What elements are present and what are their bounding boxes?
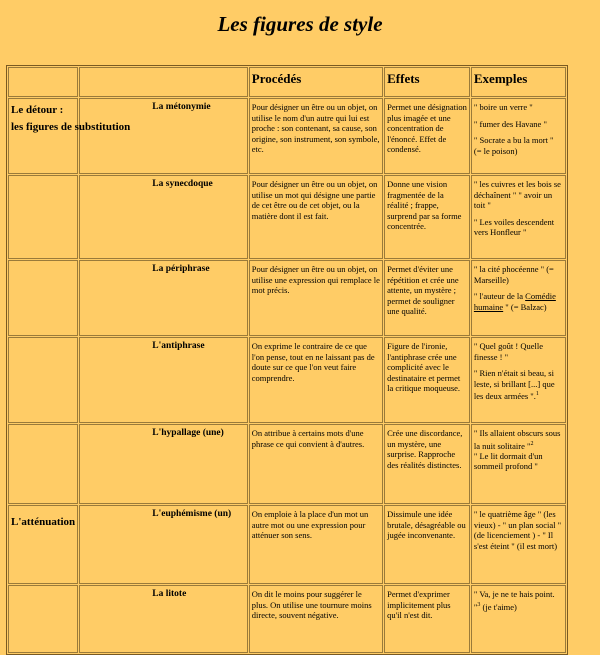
exemples-cell: [471, 260, 566, 336]
example: " la cité phocéenne " (= Marseille): [473, 264, 554, 285]
example: " Les voiles descendent vers Honfleur ": [473, 216, 555, 237]
header-empty-1: [8, 67, 78, 97]
example: " boire un verre ": [473, 102, 533, 112]
figure-name: La litote: [79, 585, 247, 653]
header-row: [8, 67, 566, 97]
category-empty: [8, 585, 78, 653]
table-row: [8, 505, 566, 584]
procede-cell: On exprime le contraire de ce que l'on pense, tout en ne laissant pas de doute sur ce que l'on veut faire comprendre.: [249, 337, 383, 423]
footnote-ref[interactable]: 1: [535, 391, 539, 397]
example-text: " Ils allaient obscurs sous la nuit solitaire ": [473, 428, 561, 451]
header-empty-2: [79, 67, 247, 97]
category-empty: [8, 337, 78, 423]
category-attenuation: L'atténuation: [8, 505, 78, 584]
table-row: [8, 175, 566, 259]
category-detour-line1: Le détour :: [11, 104, 64, 116]
procede-cell: On emploie à la place d'un mot un autre mot ou une expression pour atténuer son sens.: [249, 505, 383, 584]
exemples-cell: [471, 505, 566, 584]
effet-cell: Donne une vision fragmentée de la réalité ; frappe, surprend par sa forme concentrée.: [384, 175, 470, 259]
example: [474, 291, 563, 312]
figure-name: La périphrase: [79, 260, 247, 336]
header-procedes: Procédés: [249, 67, 383, 97]
procede-cell: Pour désigner un être ou un objet, on utilise le nom d'un autre qui lui est proche : son contenant, sa cause, son origine, son instrument, son symbole, etc.: [249, 98, 383, 174]
example: [474, 368, 563, 401]
example: " le quatrième âge " (les vieux) - " un plan social " (de licenciement ) - " Il s'est éteint " (il est mort): [473, 509, 562, 551]
category-empty: [8, 424, 78, 504]
category-detour: [8, 98, 131, 174]
example-text: " Rien n'était si beau, si leste, si brillant [...] que les deux armées ".: [473, 368, 555, 401]
exemples-cell: [471, 585, 566, 653]
example: [474, 589, 563, 612]
page-title: Les figures de style: [217, 12, 383, 36]
exemples-cell: [471, 98, 566, 174]
footnote-ref[interactable]: 3: [477, 601, 481, 608]
procede-cell: Pour désigner un être ou un objet, on utilise une expression qui remplace le mot précis.: [249, 260, 383, 336]
procede-cell: On attribue à certains mots d'une phrase ce qui convient à d'autres.: [249, 424, 383, 504]
example: " Le lit dormait d'un sommeil profond ": [473, 450, 543, 472]
effet-cell: Crée une discordance, un mystère, une surprise. Rapproche des réalités distinctes.: [384, 424, 470, 504]
procede-cell: Pour désigner un être ou un objet, on utilise un mot qui désigne une partie de cet être ou de cet objet, ou la matière dont il est fait.: [249, 175, 383, 259]
example-text: " Va, je ne te hais point. ": [473, 589, 555, 612]
example-part: " (= Balzac): [503, 301, 547, 312]
figure-name: L'antiphrase: [79, 337, 247, 423]
exemples-cell: [471, 337, 566, 423]
table-row: [8, 260, 566, 336]
example: [474, 428, 563, 451]
example: " fumer des Havane ": [473, 118, 547, 129]
table-row: [8, 98, 566, 174]
figure-name: L'euphémisme (un): [79, 505, 247, 584]
exemples-cell: [471, 175, 566, 259]
table-row: [8, 337, 566, 423]
effet-cell: Permet d'exprimer implicitement plus qu'il n'est dit.: [384, 585, 470, 653]
figure-name: La synecdoque: [79, 175, 247, 259]
category-empty: [8, 260, 78, 336]
effet-cell: Permet d'éviter une répétition et crée une attente, un mystère ; permet de souligner une qualité.: [384, 260, 470, 336]
example: " Socrate a bu la mort " (= le poison): [473, 135, 554, 156]
example-part: " l'auteur de la: [473, 291, 526, 301]
example: " les cuivres et les bois se déchaînent " " avoir un toit ": [473, 179, 561, 210]
effet-cell: Dissimule une idée brutale, désagréable ou jugée inconvenante.: [384, 505, 470, 584]
effet-cell: Figure de l'ironie, l'antiphrase crée une complicité avec le destinataire et permet la critique moqueuse.: [384, 337, 470, 423]
procede-cell: On dit le moins pour suggérer le plus. On utilise une tournure moins directe, souvent négative.: [249, 585, 383, 653]
example-text: (je t'aime): [480, 601, 517, 612]
header-exemples: Exemples: [471, 67, 566, 97]
category-empty: [8, 175, 78, 259]
header-effets: Effets: [384, 67, 470, 97]
table-row: [8, 585, 566, 653]
figures-table: [6, 65, 568, 655]
example: " Quel goût ! Quelle finesse ! ": [473, 341, 543, 362]
category-detour-line2: les figures de substitution: [11, 121, 131, 133]
figure-name: L'hypallage (une): [79, 424, 247, 504]
table-row: [8, 424, 566, 504]
book-title-link[interactable]: Comédie humaine: [473, 291, 556, 312]
footnote-ref[interactable]: 2: [530, 440, 534, 447]
figure-name: La métonymie: [79, 98, 247, 174]
effet-cell: Permet une désignation plus imagée et une concentration de l'énoncé. Effet de condensé.: [384, 98, 470, 174]
exemples-cell: [471, 424, 566, 504]
